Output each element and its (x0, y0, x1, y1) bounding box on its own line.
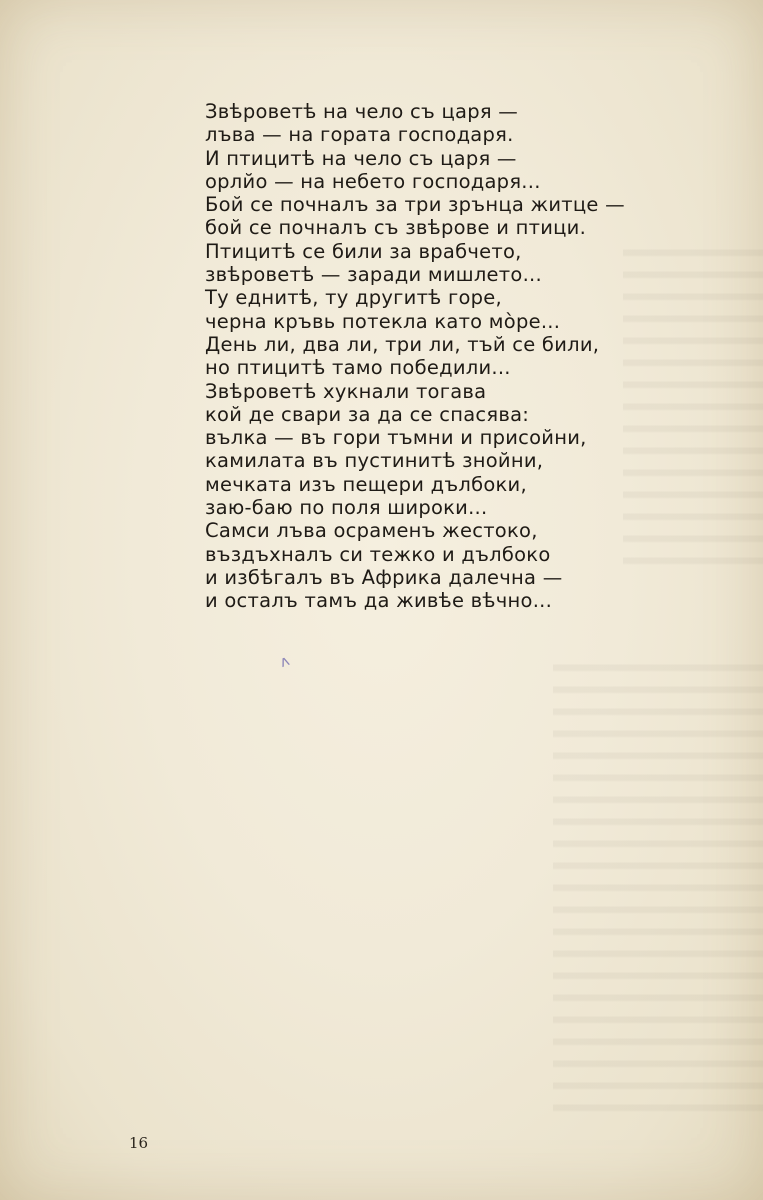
poem-line: лъва — на гората господаря. (205, 123, 514, 147)
poem-line: заю-баю по поля широки... (205, 496, 488, 520)
poem-text (205, 100, 625, 613)
poem-line: бой се почналъ съ звѣрове и птици. (205, 216, 587, 240)
poem-line: Звѣроветѣ на чело съ царя — (205, 100, 519, 123)
poem-line: Бой се почналъ за три зрънца житце — (205, 193, 625, 217)
poem-line: въздъхналъ си тежко и дълбоко (205, 542, 551, 566)
page-number: 16 (129, 1134, 149, 1152)
bleed-through-texture-bottom (553, 650, 763, 1120)
pencil-mark: ʌ (277, 651, 292, 671)
poem-line: Птицитѣ се били за врабчето, (205, 239, 522, 263)
poem-line: и осталъ тамъ да живѣе вѣчно... (205, 589, 553, 613)
bleed-through-texture-top (623, 235, 763, 565)
poem-line: Звѣроветѣ хукнали тогава (205, 379, 487, 403)
poem-line: кой де свари за да се спасява: (205, 402, 530, 426)
poem-line: и избѣгалъ въ Африка далечна — (205, 565, 563, 589)
poem-line: звѣроветѣ — заради мишлето... (205, 263, 542, 287)
poem-line: орлйо — на небето господаря... (205, 169, 541, 193)
poem-line: но птицитѣ тамо победили... (205, 356, 511, 380)
poem-line: вълка — въ гори тъмни и присойни, (205, 426, 587, 450)
poem-line: камилата въ пустинитѣ знойни, (205, 449, 544, 473)
poem-line: День ли, два ли, три ли, тъй се били, (205, 332, 600, 356)
poem-line: мечката изъ пещери дълбоки, (205, 472, 527, 496)
poem-line: черна кръвь потекла като мòре... (205, 309, 561, 333)
poem-line: И птицитѣ на чело съ царя — (205, 146, 517, 170)
poem-line: Ту еднитѣ, ту другитѣ горе, (205, 286, 502, 310)
poem-line: Самси лъва осраменъ жестоко, (205, 519, 538, 543)
